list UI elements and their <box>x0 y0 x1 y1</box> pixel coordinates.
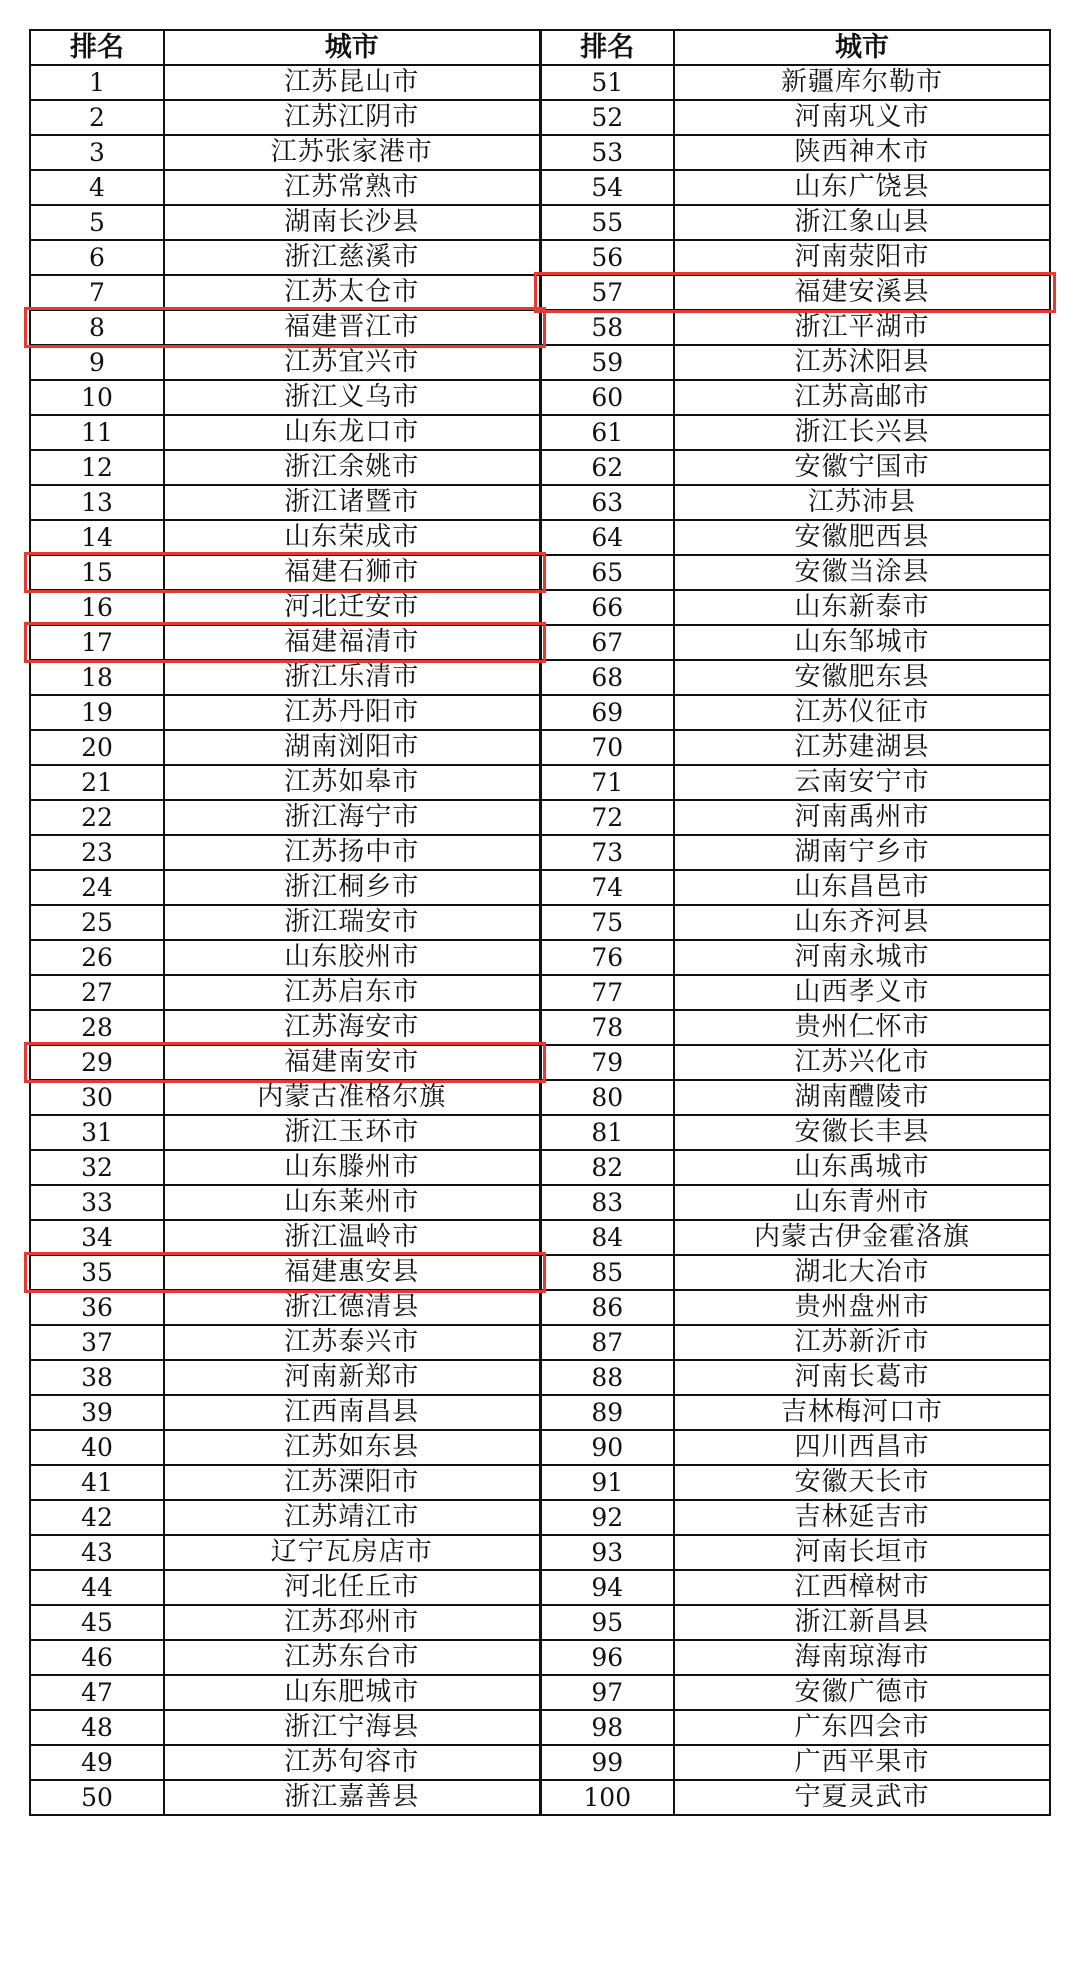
city-cell: 浙江慈溪市 <box>164 240 540 275</box>
city-cell: 河南荥阳市 <box>674 240 1050 275</box>
rank-cell: 58 <box>540 310 674 345</box>
rank-cell: 32 <box>30 1150 164 1185</box>
city-cell: 河南长葛市 <box>674 1360 1050 1395</box>
city-cell: 云南安宁市 <box>674 765 1050 800</box>
table-row <box>30 135 1050 170</box>
city-cell: 浙江余姚市 <box>164 450 540 485</box>
table-row <box>30 1220 1050 1255</box>
rank-cell: 53 <box>540 135 674 170</box>
table-row <box>30 1325 1050 1360</box>
table-row <box>30 275 1050 310</box>
city-cell: 浙江诸暨市 <box>164 485 540 520</box>
header-row <box>30 30 1050 65</box>
rank-cell: 81 <box>540 1115 674 1150</box>
rank-cell: 25 <box>30 905 164 940</box>
city-cell: 贵州盘州市 <box>674 1290 1050 1325</box>
city-cell: 福建石狮市 <box>164 555 540 590</box>
rank-header-left: 排名 <box>30 30 164 65</box>
city-cell: 山东荣成市 <box>164 520 540 555</box>
city-cell: 山东禹城市 <box>674 1150 1050 1185</box>
city-cell: 河南新郑市 <box>164 1360 540 1395</box>
city-cell: 江苏宜兴市 <box>164 345 540 380</box>
city-cell: 安徽天长市 <box>674 1465 1050 1500</box>
table-body <box>30 65 1050 1815</box>
city-cell: 海南琼海市 <box>674 1640 1050 1675</box>
city-cell: 安徽肥东县 <box>674 660 1050 695</box>
rank-cell: 17 <box>30 625 164 660</box>
rank-cell: 62 <box>540 450 674 485</box>
rank-cell: 87 <box>540 1325 674 1360</box>
rank-cell: 89 <box>540 1395 674 1430</box>
rank-cell: 3 <box>30 135 164 170</box>
rank-cell: 50 <box>30 1780 164 1815</box>
rank-cell: 83 <box>540 1185 674 1220</box>
table-row <box>30 940 1050 975</box>
city-cell: 山东昌邑市 <box>674 870 1050 905</box>
rank-cell: 57 <box>540 275 674 310</box>
table-row <box>30 695 1050 730</box>
rank-cell: 63 <box>540 485 674 520</box>
city-cell: 浙江象山县 <box>674 205 1050 240</box>
table-row <box>30 205 1050 240</box>
rank-cell: 73 <box>540 835 674 870</box>
city-cell: 浙江海宁市 <box>164 800 540 835</box>
table-row <box>30 1290 1050 1325</box>
city-cell: 浙江德清县 <box>164 1290 540 1325</box>
city-cell: 湖南浏阳市 <box>164 730 540 765</box>
table-row <box>30 520 1050 555</box>
rank-cell: 31 <box>30 1115 164 1150</box>
rank-cell: 13 <box>30 485 164 520</box>
rank-cell: 26 <box>30 940 164 975</box>
table-row <box>30 1080 1050 1115</box>
rank-cell: 60 <box>540 380 674 415</box>
table-row <box>30 800 1050 835</box>
rank-cell: 51 <box>540 65 674 100</box>
table-row <box>30 835 1050 870</box>
rank-cell: 37 <box>30 1325 164 1360</box>
city-cell: 江苏沭阳县 <box>674 345 1050 380</box>
table-row <box>30 1780 1050 1815</box>
table-row <box>30 1710 1050 1745</box>
table-row <box>30 1535 1050 1570</box>
city-cell: 山东邹城市 <box>674 625 1050 660</box>
city-cell: 福建安溪县 <box>674 275 1050 310</box>
city-cell: 安徽宁国市 <box>674 450 1050 485</box>
city-cell: 新疆库尔勒市 <box>674 65 1050 100</box>
city-cell: 浙江桐乡市 <box>164 870 540 905</box>
rank-cell: 49 <box>30 1745 164 1780</box>
city-cell: 江苏句容市 <box>164 1745 540 1780</box>
city-cell: 浙江玉环市 <box>164 1115 540 1150</box>
table-row <box>30 1500 1050 1535</box>
city-cell: 江苏新沂市 <box>674 1325 1050 1360</box>
city-cell: 河南永城市 <box>674 940 1050 975</box>
city-cell: 浙江宁海县 <box>164 1710 540 1745</box>
city-cell: 山西孝义市 <box>674 975 1050 1010</box>
table-row <box>30 1010 1050 1045</box>
city-cell: 江苏常熟市 <box>164 170 540 205</box>
city-cell: 江苏太仓市 <box>164 275 540 310</box>
rank-cell: 29 <box>30 1045 164 1080</box>
city-cell: 山东莱州市 <box>164 1185 540 1220</box>
rank-cell: 97 <box>540 1675 674 1710</box>
city-cell: 广东四会市 <box>674 1710 1050 1745</box>
rank-cell: 75 <box>540 905 674 940</box>
city-cell: 湖南宁乡市 <box>674 835 1050 870</box>
ranking-table <box>29 29 1051 1816</box>
city-cell: 河南长垣市 <box>674 1535 1050 1570</box>
city-cell: 安徽长丰县 <box>674 1115 1050 1150</box>
rank-cell: 24 <box>30 870 164 905</box>
city-cell: 江苏如东县 <box>164 1430 540 1465</box>
city-cell: 浙江义乌市 <box>164 380 540 415</box>
table-row <box>30 660 1050 695</box>
city-cell: 山东肥城市 <box>164 1675 540 1710</box>
rank-cell: 70 <box>540 730 674 765</box>
rank-cell: 2 <box>30 100 164 135</box>
city-cell: 江西樟树市 <box>674 1570 1050 1605</box>
city-cell: 山东广饶县 <box>674 170 1050 205</box>
rank-cell: 72 <box>540 800 674 835</box>
city-cell: 山东青州市 <box>674 1185 1050 1220</box>
city-cell: 江苏建湖县 <box>674 730 1050 765</box>
rank-cell: 85 <box>540 1255 674 1290</box>
city-cell: 浙江平湖市 <box>674 310 1050 345</box>
city-cell: 安徽当涂县 <box>674 555 1050 590</box>
city-cell: 安徽广德市 <box>674 1675 1050 1710</box>
city-cell: 江苏沛县 <box>674 485 1050 520</box>
rank-cell: 19 <box>30 695 164 730</box>
rank-cell: 45 <box>30 1605 164 1640</box>
city-cell: 河北迁安市 <box>164 590 540 625</box>
city-cell: 江苏启东市 <box>164 975 540 1010</box>
city-cell: 山东胶州市 <box>164 940 540 975</box>
table-row <box>30 380 1050 415</box>
city-cell: 湖北大冶市 <box>674 1255 1050 1290</box>
city-cell: 江苏邳州市 <box>164 1605 540 1640</box>
city-cell: 江苏海安市 <box>164 1010 540 1045</box>
city-cell: 福建福清市 <box>164 625 540 660</box>
rank-cell: 52 <box>540 100 674 135</box>
city-cell: 江苏兴化市 <box>674 1045 1050 1080</box>
rank-cell: 28 <box>30 1010 164 1045</box>
rank-cell: 42 <box>30 1500 164 1535</box>
table-row <box>30 1570 1050 1605</box>
rank-cell: 14 <box>30 520 164 555</box>
table-row <box>30 870 1050 905</box>
rank-cell: 46 <box>30 1640 164 1675</box>
city-cell: 浙江嘉善县 <box>164 1780 540 1815</box>
rank-cell: 56 <box>540 240 674 275</box>
rank-cell: 90 <box>540 1430 674 1465</box>
table-row <box>30 1150 1050 1185</box>
city-cell: 河北任丘市 <box>164 1570 540 1605</box>
city-cell: 湖南醴陵市 <box>674 1080 1050 1115</box>
city-header-right: 城市 <box>674 30 1050 65</box>
table-row <box>30 170 1050 205</box>
city-cell: 内蒙古准格尔旗 <box>164 1080 540 1115</box>
rank-cell: 68 <box>540 660 674 695</box>
rank-cell: 21 <box>30 765 164 800</box>
table-row <box>30 1045 1050 1080</box>
rank-cell: 41 <box>30 1465 164 1500</box>
table-row <box>30 1465 1050 1500</box>
rank-cell: 6 <box>30 240 164 275</box>
city-cell: 江苏张家港市 <box>164 135 540 170</box>
city-cell: 江苏仪征市 <box>674 695 1050 730</box>
table-row <box>30 625 1050 660</box>
rank-cell: 86 <box>540 1290 674 1325</box>
rank-cell: 35 <box>30 1255 164 1290</box>
table-row <box>30 450 1050 485</box>
table-row <box>30 310 1050 345</box>
table-row <box>30 485 1050 520</box>
city-cell: 江西南昌县 <box>164 1395 540 1430</box>
table-row <box>30 1115 1050 1150</box>
rank-cell: 8 <box>30 310 164 345</box>
rank-cell: 66 <box>540 590 674 625</box>
city-cell: 贵州仁怀市 <box>674 1010 1050 1045</box>
city-cell: 江苏高邮市 <box>674 380 1050 415</box>
table-row <box>30 1255 1050 1290</box>
rank-header-right: 排名 <box>540 30 674 65</box>
rank-cell: 44 <box>30 1570 164 1605</box>
rank-cell: 95 <box>540 1605 674 1640</box>
rank-cell: 43 <box>30 1535 164 1570</box>
rank-cell: 40 <box>30 1430 164 1465</box>
rank-cell: 74 <box>540 870 674 905</box>
table-row <box>30 1395 1050 1430</box>
city-cell: 江苏泰兴市 <box>164 1325 540 1360</box>
rank-cell: 34 <box>30 1220 164 1255</box>
rank-cell: 91 <box>540 1465 674 1500</box>
table-row <box>30 1430 1050 1465</box>
rank-cell: 54 <box>540 170 674 205</box>
rank-cell: 96 <box>540 1640 674 1675</box>
rank-cell: 65 <box>540 555 674 590</box>
city-cell: 山东龙口市 <box>164 415 540 450</box>
rank-cell: 27 <box>30 975 164 1010</box>
table-row <box>30 1360 1050 1395</box>
rank-cell: 39 <box>30 1395 164 1430</box>
rank-cell: 59 <box>540 345 674 380</box>
city-cell: 浙江瑞安市 <box>164 905 540 940</box>
table-row <box>30 1675 1050 1710</box>
table-row <box>30 555 1050 590</box>
city-cell: 吉林梅河口市 <box>674 1395 1050 1430</box>
rank-cell: 33 <box>30 1185 164 1220</box>
city-cell: 河南禹州市 <box>674 800 1050 835</box>
rank-cell: 82 <box>540 1150 674 1185</box>
table-row <box>30 100 1050 135</box>
city-cell: 浙江新昌县 <box>674 1605 1050 1640</box>
rank-cell: 4 <box>30 170 164 205</box>
rank-cell: 88 <box>540 1360 674 1395</box>
rank-cell: 92 <box>540 1500 674 1535</box>
rank-cell: 23 <box>30 835 164 870</box>
city-cell: 河南巩义市 <box>674 100 1050 135</box>
rank-cell: 20 <box>30 730 164 765</box>
city-cell: 江苏如皋市 <box>164 765 540 800</box>
rank-cell: 18 <box>30 660 164 695</box>
rank-cell: 5 <box>30 205 164 240</box>
rank-cell: 47 <box>30 1675 164 1710</box>
rank-cell: 84 <box>540 1220 674 1255</box>
table-row <box>30 345 1050 380</box>
table-row <box>30 1185 1050 1220</box>
table-row <box>30 590 1050 625</box>
rank-cell: 36 <box>30 1290 164 1325</box>
city-cell: 江苏东台市 <box>164 1640 540 1675</box>
city-cell: 江苏扬中市 <box>164 835 540 870</box>
rank-cell: 48 <box>30 1710 164 1745</box>
city-cell: 陕西神木市 <box>674 135 1050 170</box>
city-cell: 江苏江阴市 <box>164 100 540 135</box>
table-row <box>30 240 1050 275</box>
rank-cell: 71 <box>540 765 674 800</box>
table-row <box>30 65 1050 100</box>
rank-cell: 98 <box>540 1710 674 1745</box>
rank-cell: 12 <box>30 450 164 485</box>
rank-cell: 15 <box>30 555 164 590</box>
city-cell: 江苏丹阳市 <box>164 695 540 730</box>
rank-cell: 93 <box>540 1535 674 1570</box>
city-cell: 浙江乐清市 <box>164 660 540 695</box>
rank-cell: 100 <box>540 1780 674 1815</box>
rank-cell: 9 <box>30 345 164 380</box>
rank-cell: 64 <box>540 520 674 555</box>
table-row <box>30 1745 1050 1780</box>
city-cell: 江苏靖江市 <box>164 1500 540 1535</box>
table-row <box>30 765 1050 800</box>
city-cell: 山东齐河县 <box>674 905 1050 940</box>
rank-cell: 99 <box>540 1745 674 1780</box>
city-cell: 福建南安市 <box>164 1045 540 1080</box>
city-cell: 宁夏灵武市 <box>674 1780 1050 1815</box>
rank-cell: 38 <box>30 1360 164 1395</box>
city-cell: 湖南长沙县 <box>164 205 540 240</box>
rank-cell: 61 <box>540 415 674 450</box>
rank-cell: 67 <box>540 625 674 660</box>
city-cell: 福建晋江市 <box>164 310 540 345</box>
rank-cell: 11 <box>30 415 164 450</box>
rank-cell: 16 <box>30 590 164 625</box>
rank-cell: 1 <box>30 65 164 100</box>
rank-cell: 55 <box>540 205 674 240</box>
city-cell: 山东滕州市 <box>164 1150 540 1185</box>
table-row <box>30 415 1050 450</box>
rank-cell: 80 <box>540 1080 674 1115</box>
city-cell: 江苏昆山市 <box>164 65 540 100</box>
table-row <box>30 1605 1050 1640</box>
city-cell: 安徽肥西县 <box>674 520 1050 555</box>
city-cell: 四川西昌市 <box>674 1430 1050 1465</box>
rank-cell: 69 <box>540 695 674 730</box>
table-row <box>30 730 1050 765</box>
rank-cell: 7 <box>30 275 164 310</box>
table-row <box>30 905 1050 940</box>
city-cell: 吉林延吉市 <box>674 1500 1050 1535</box>
rank-cell: 79 <box>540 1045 674 1080</box>
city-cell: 山东新泰市 <box>674 590 1050 625</box>
table-row <box>30 975 1050 1010</box>
rank-cell: 76 <box>540 940 674 975</box>
city-header-left: 城市 <box>164 30 540 65</box>
table-row <box>30 1640 1050 1675</box>
rank-cell: 30 <box>30 1080 164 1115</box>
rank-cell: 78 <box>540 1010 674 1045</box>
city-cell: 广西平果市 <box>674 1745 1050 1780</box>
city-cell: 浙江长兴县 <box>674 415 1050 450</box>
city-cell: 浙江温岭市 <box>164 1220 540 1255</box>
rank-cell: 22 <box>30 800 164 835</box>
city-cell: 辽宁瓦房店市 <box>164 1535 540 1570</box>
rank-cell: 10 <box>30 380 164 415</box>
city-cell: 内蒙古伊金霍洛旗 <box>674 1220 1050 1255</box>
rank-cell: 94 <box>540 1570 674 1605</box>
city-cell: 福建惠安县 <box>164 1255 540 1290</box>
city-cell: 江苏溧阳市 <box>164 1465 540 1500</box>
rank-cell: 77 <box>540 975 674 1010</box>
